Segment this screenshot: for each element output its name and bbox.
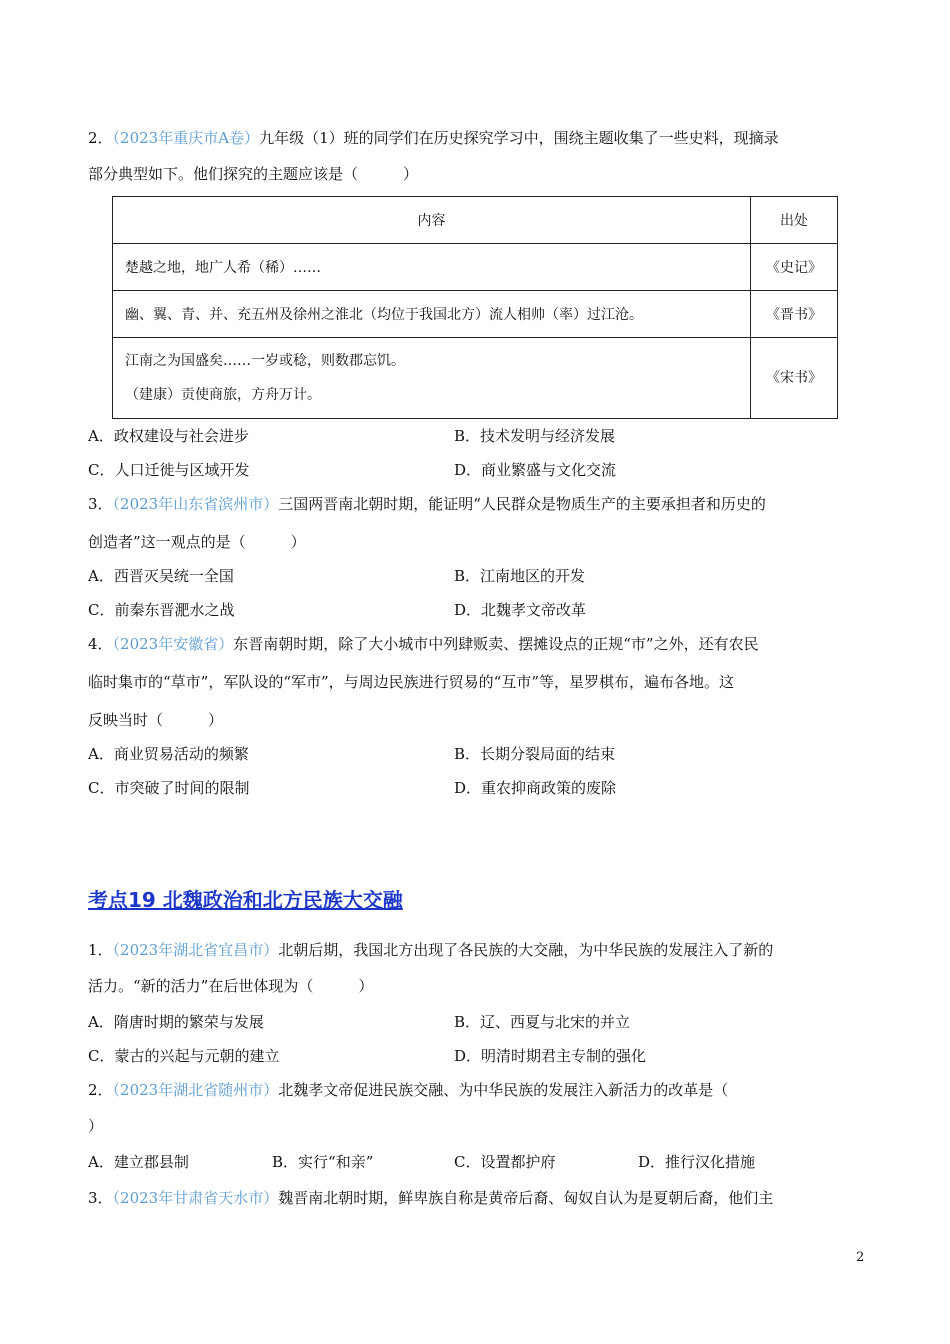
table-header-content: 内容 [113, 197, 751, 244]
question-text: 东晋南朝时期，除了大小城市中列肆贩卖、摆摊设点的正规“市”之外，还有农民 [233, 635, 759, 653]
table-cell-content: 幽、翼、青、并、充五州及徐州之淮北（均位于我国北方）流人相帅（率）过江沧。 [113, 291, 751, 338]
option-b: B．长期分裂局面的结束 [454, 745, 616, 763]
question-source: （2023年重庆市A卷） [112, 129, 260, 147]
question-source: （2023年甘肃省天水市） [112, 1189, 279, 1207]
option-a: A．商业贸易活动的频繁 [88, 745, 249, 763]
question-2-line-1 [88, 128, 878, 148]
table-cell-content: 楚越之地，地广人希（稀）…… [113, 244, 751, 291]
option-a: A．西晋灭吴统一全国 [88, 567, 234, 585]
question-text: 九年级（1）班的同学们在历史探究学习中，围绕主题收集了一些史料，现摘录 [259, 129, 779, 147]
option-a: A．建立郡县制 [88, 1153, 189, 1171]
question-number: 3． [88, 1189, 113, 1207]
question-2-line-2: 部分典型如下。他们探究的主题应该是（ ） [88, 165, 419, 183]
question-text: 北朝后期，我国北方出现了各民族的大交融，为中华民族的发展注入了新的 [278, 941, 774, 959]
question-3-line-2: 创造者”这一观点的是（ ） [88, 533, 306, 551]
option-d: D．明清时期君主专制的强化 [454, 1047, 647, 1065]
question-4-line-2: 临时集市的“草市”，军队设的“军市”，与周边民族进行贸易的“互市”等，星罗棋布，遍布各地。这 [88, 673, 735, 691]
table-cell-content [113, 338, 751, 419]
question-1-line-1 [88, 940, 878, 960]
question-number: 2． [88, 1081, 113, 1099]
question-2b-line-2: ） [88, 1117, 104, 1135]
question-2b-line-1 [88, 1080, 878, 1100]
option-b: B．实行“和亲” [272, 1153, 374, 1171]
question-number: 2． [88, 129, 113, 147]
question-1-line-2: 活力。“新的活力”在后世体现为（ ） [88, 977, 374, 995]
option-a: A．隋唐时期的繁荣与发展 [88, 1013, 264, 1031]
question-source: （2023年湖北省随州市） [112, 1081, 279, 1099]
table-row [113, 338, 838, 419]
page-number: 2 [856, 1250, 865, 1265]
question-number: 4． [88, 635, 113, 653]
question-source: （2023年湖北省宜昌市） [112, 941, 279, 959]
option-c: C．前秦东晋淝水之战 [88, 601, 235, 619]
question-4-line-3: 反映当时（ ） [88, 711, 224, 729]
table-row [113, 291, 838, 338]
question-text: 三国两晋南北朝时期，能证明“人民群众是物质生产的主要承担者和历史的 [278, 495, 766, 513]
option-a: A．政权建设与社会进步 [88, 427, 249, 445]
option-c: C．设置都护府 [454, 1153, 556, 1171]
table-cell-source: 《史记》 [751, 244, 838, 291]
table-cell-line: （建康）贡使商旅，方舟万计。 [125, 387, 321, 403]
question-number: 1． [88, 941, 113, 959]
question-4-line-1 [88, 634, 878, 654]
table-cell-source: 《晋书》 [751, 291, 838, 338]
source-table [112, 196, 838, 419]
option-b: B．江南地区的开发 [454, 567, 586, 585]
question-3-line-1 [88, 494, 878, 514]
option-b: B．辽、西夏与北宋的并立 [454, 1013, 631, 1031]
option-b: B．技术发明与经济发展 [454, 427, 616, 445]
table-cell-source: 《宋书》 [751, 338, 838, 419]
option-d: D．重农抑商政策的废除 [454, 779, 617, 797]
section-title: 考点19 北魏政治和北方民族大交融 [88, 888, 403, 912]
question-text: 魏晋南北朝时期，鲜卑族自称是黄帝后裔、匈奴自认为是夏朝后裔，他们主 [278, 1189, 774, 1207]
option-d: D．推行汉化措施 [638, 1153, 756, 1171]
table-cell-line: 江南之为国盛矣……一岁或稔，则数郡忘饥。 [125, 353, 405, 369]
option-c: C．市突破了时间的限制 [88, 779, 250, 797]
table-header-source: 出处 [751, 197, 838, 244]
question-3b-line-1 [88, 1188, 878, 1208]
option-c: C．人口迁徙与区域开发 [88, 461, 250, 479]
question-source: （2023年山东省滨州市） [112, 495, 279, 513]
option-c: C．蒙古的兴起与元朝的建立 [88, 1047, 280, 1065]
question-text: 北魏孝文帝促进民族交融、为中华民族的发展注入新活力的改革是（ [278, 1081, 729, 1099]
option-d: D．北魏孝文帝改革 [454, 601, 587, 619]
table-row [113, 244, 838, 291]
option-d: D．商业繁盛与文化交流 [454, 461, 617, 479]
question-source: （2023年安徽省） [112, 635, 234, 653]
question-number: 3． [88, 495, 113, 513]
